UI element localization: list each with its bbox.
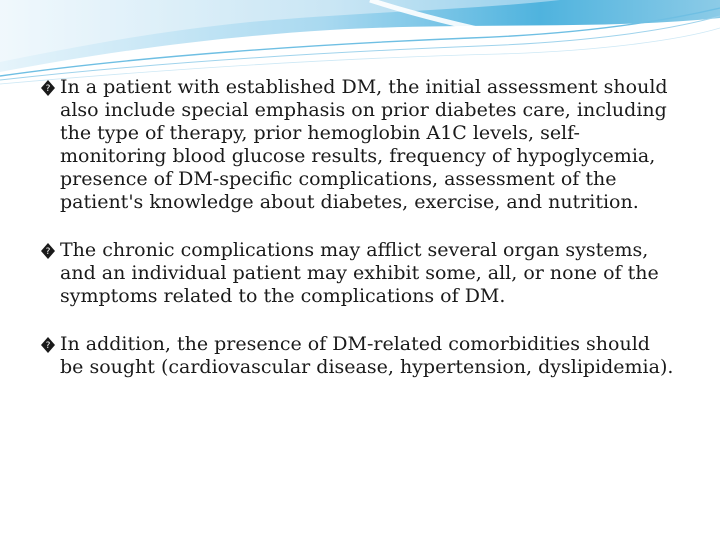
bullet-text: The chronic complications may afflict several organ systems, and an individual patient may exhibit some, all, or none of the symptoms related to the complications of DM. xyxy=(60,239,659,307)
bullet-item-1 xyxy=(38,76,678,214)
bullet-item-2 xyxy=(38,239,678,308)
missing-glyph-icon xyxy=(38,76,57,99)
slide-body xyxy=(38,76,678,379)
svg-text:?: ? xyxy=(45,246,50,257)
missing-glyph-icon xyxy=(38,333,57,356)
bullet-text: In addition, the presence of DM-related comorbidities should be sought (cardiovascular disease, hypertension, dyslipidemia). xyxy=(60,333,674,378)
bullet-item-3 xyxy=(38,333,678,379)
svg-text:?: ? xyxy=(45,83,50,94)
bullet-text: In a patient with established DM, the initial assessment should also include special emphasis on prior diabetes care, including the type of therapy, prior hemoglobin A1C levels, self-monitoring blood glucose results, frequency of hypoglycemia, presence of DM-specific complications, assessment of the patient's knowledge about diabetes, exercise, and nutrition. xyxy=(60,76,668,213)
missing-glyph-icon xyxy=(38,239,57,262)
svg-text:?: ? xyxy=(45,340,50,351)
